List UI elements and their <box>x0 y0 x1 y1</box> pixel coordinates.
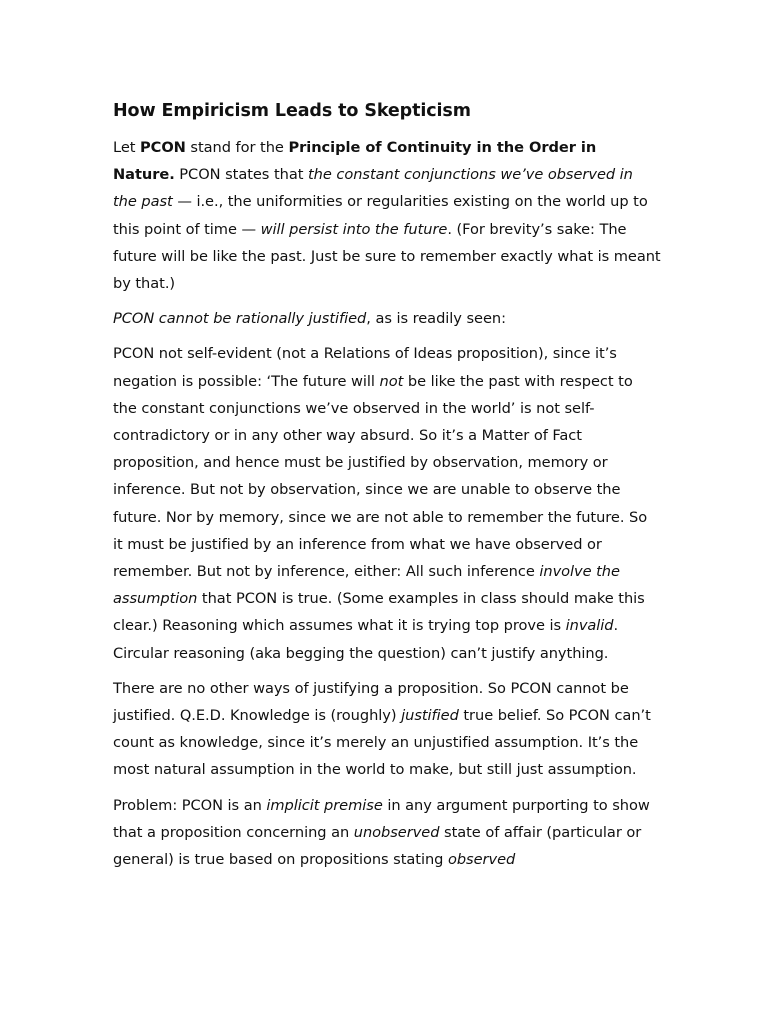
text-run: . Circular reasoning (aka begging the question) can’t justify anything. <box>113 617 619 662</box>
italic-text: justified <box>401 707 459 725</box>
italic-text: implicit premise <box>266 796 383 814</box>
italic-text: unobserved <box>353 823 440 841</box>
text-run: Let <box>113 139 141 156</box>
italic-text: PCON cannot be rationally justified <box>113 310 367 328</box>
italic-text: observed <box>447 851 516 869</box>
text-run: . (For brevity’s sake: The future will be like the past. Just be sure to remember exactly what is meant by that.) <box>113 220 661 293</box>
italic-text: the constant conjunctions we’ve observed in the past <box>113 166 633 211</box>
text-run: PCON states that <box>174 166 308 184</box>
paragraph-4 <box>113 675 661 784</box>
paragraph-3 <box>113 340 661 666</box>
paragraph-2 <box>113 305 661 332</box>
italic-text: involve the assumption <box>113 563 620 608</box>
text-run: , as is readily seen: <box>366 310 506 328</box>
italic-text: not <box>379 372 404 390</box>
text-run: in any argument purporting to show that a proposition concerning an <box>113 796 650 841</box>
text-run: There are no other ways of justifying a proposition. So PCON cannot be justified. Q.E.D. Knowledge is (roughly) <box>113 679 629 725</box>
bold-text: PCON <box>140 139 186 156</box>
text-run: be like the past with respect to the constant conjunctions we’ve observed in the world’ is not self-contradictory or in any other way absurd. So it’s a Matter of Fact proposition, and hence must be justified by observation, memory or inference. But not by observation, since we are unable to observe the future. Nor by memory, since we are not able to remember the future. So it must be justified by an inference from what we have observed or remember. But not by inference, either: All such inference <box>113 372 648 581</box>
text-run: Problem: PCON is an <box>113 796 267 814</box>
text-run: that PCON is true. (Some examples in class should make this clear.) Reasoning which assumes what it is trying top prove is <box>113 590 645 635</box>
text-run: state of affair (particular or general) is true based on propositions stating <box>113 823 642 869</box>
text-run: PCON not self-evident (not a Relations of Ideas proposition), since it’s negation is possible: ‘The future will <box>113 345 617 390</box>
italic-text: will persist into the future <box>260 220 448 238</box>
bold-text: Principle of Continuity in the Order in Nature. <box>113 139 597 184</box>
paragraph-1 <box>113 134 661 297</box>
document-title: How Empiricism Leads to Skepticism <box>113 101 471 121</box>
text-run: true belief. So PCON can’t count as knowledge, since it’s merely an unjustified assumption. It’s the most natural assumption in the world to make, but still just assumption. <box>113 707 651 779</box>
italic-text: invalid <box>565 617 614 635</box>
document-page <box>113 98 661 881</box>
document-body <box>113 134 661 873</box>
text-run: — i.e., the uniformities or regularities existing on the world up to this point of time — <box>113 193 648 238</box>
paragraph-5 <box>113 792 661 874</box>
text-run: stand for the <box>185 139 289 156</box>
